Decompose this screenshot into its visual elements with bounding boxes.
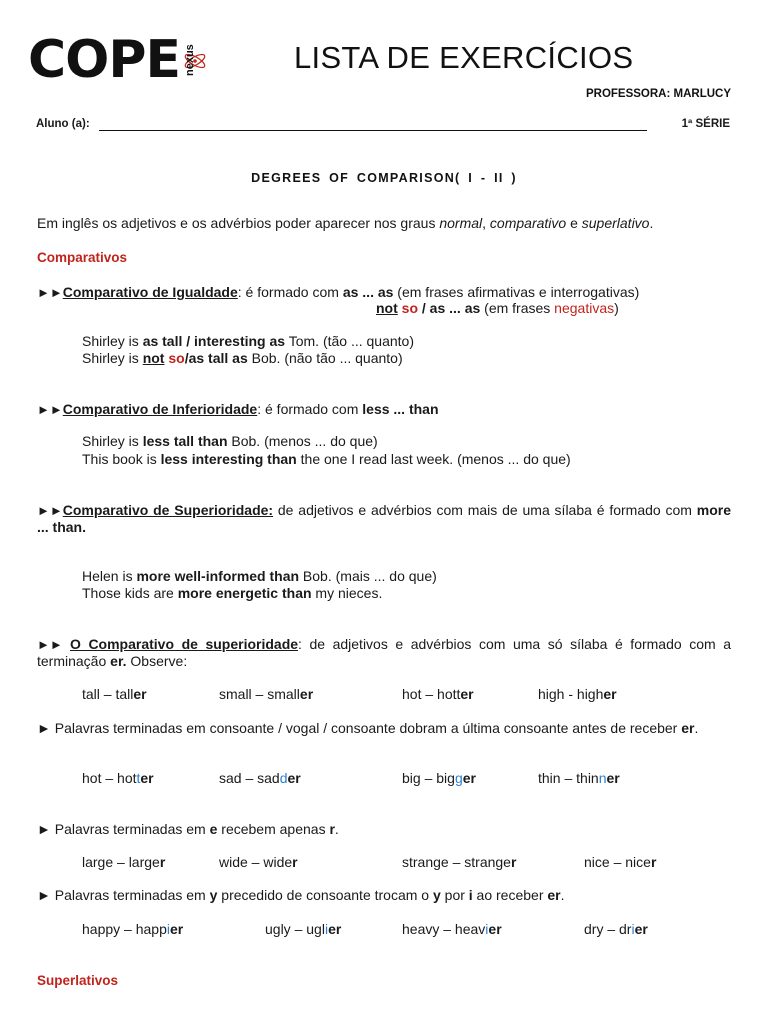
superioridade-example-2 (82, 585, 382, 602)
e-pair-4 (584, 854, 656, 871)
pair-base: small – small (219, 686, 300, 702)
dbl-pair-2 (219, 770, 301, 787)
pair-suffix: er (460, 686, 474, 702)
rule-e-end: . (334, 821, 339, 837)
pair-i: i (324, 921, 329, 937)
pair-base: heavy – heav (402, 921, 486, 937)
intro-comparativo: comparativo (489, 215, 567, 231)
superioridade-er-obs: Observe: (126, 653, 188, 669)
pair-double: t (136, 770, 141, 786)
example-post: Bob. (menos ... do que) (227, 433, 378, 449)
arrow-icon: ►► (37, 637, 71, 652)
rule-consonant-paragraph (37, 720, 731, 737)
igualdade-so: so (401, 300, 418, 316)
example-pre: Helen is (82, 568, 137, 584)
pair-i: i (166, 921, 170, 937)
er-pair-1 (82, 686, 147, 703)
dbl-pair-1 (82, 770, 154, 787)
pair-suffix: er (299, 686, 314, 702)
heading-superlativos: Superlativos (37, 973, 119, 988)
rule-y-mid: precedido de consoante trocam o (217, 887, 433, 903)
rule-e-r: r (329, 821, 335, 837)
pair-suffix: er (488, 921, 502, 937)
rule-y-paragraph (37, 887, 565, 904)
arrow-icon: ► (37, 720, 55, 736)
pair-base: hot – hott (402, 686, 461, 702)
igualdade-label: Comparativo de Igualdade (62, 284, 238, 300)
superioridade-more: more ... than. (37, 502, 731, 535)
y-pair-3 (402, 921, 502, 938)
section-title: DEGREES OF COMPARISON( I - II ) (251, 171, 517, 185)
pair-suffix: r (650, 854, 657, 870)
example-pre: Shirley is (82, 333, 143, 349)
rule-y-mid2: ao receber (472, 887, 548, 903)
example-bold: less tall than (142, 433, 228, 449)
igualdade-slash-as: / as ... as (418, 300, 481, 316)
arrow-icon: ►► (37, 402, 63, 417)
e-pair-3 (402, 854, 516, 871)
arrow-icon: ►► (37, 503, 63, 518)
dbl-pair-3 (402, 770, 476, 787)
pair-base: dry – dr (584, 921, 632, 937)
y-pair-1 (82, 921, 183, 938)
inferioridade-example-1 (82, 433, 378, 450)
rule-y-er: er (547, 887, 561, 903)
rule-y-por: por (440, 887, 469, 903)
intro-paragraph (37, 215, 653, 232)
example-post: Tom. (tão ... quanto) (285, 333, 414, 349)
example-post: Bob. (mais ... do que) (299, 568, 437, 584)
pair-double: d (279, 770, 288, 786)
superioridade-paragraph (37, 502, 731, 536)
pair-suffix: r (292, 854, 298, 870)
dbl-pair-4 (538, 770, 620, 787)
igualdade-negativas: negativas (554, 300, 615, 316)
logo-subtext: nexus (184, 44, 196, 76)
superioridade-er-suffix: er. (110, 653, 127, 669)
rule-y-end: . (560, 887, 565, 903)
rule-consonant-end: . (694, 720, 699, 736)
rule-e-mid: recebem apenas (217, 821, 330, 837)
pair-suffix: er (140, 770, 154, 786)
student-label: Aluno (a): (36, 118, 90, 130)
example-pre: Those kids are (82, 585, 178, 601)
example-bold: less interesting than (160, 451, 297, 467)
grade-label: 1ª SÉRIE (681, 118, 730, 130)
rule-e-paragraph (37, 821, 339, 838)
pair-suffix: er (634, 921, 648, 937)
er-pair-3 (402, 686, 474, 703)
example-so: so (168, 350, 185, 366)
rule-e-letter: e (209, 821, 218, 837)
pair-i: i (485, 921, 489, 937)
pair-suffix: er (328, 921, 342, 937)
y-pair-2 (265, 921, 341, 938)
cope-nexus-logo (28, 32, 212, 88)
pair-base: sad – sad (219, 770, 280, 786)
igualdade-desc: : é formado com (237, 284, 343, 300)
superioridade-er-label: O Comparativo de superioridade (70, 636, 299, 652)
pair-suffix: r (510, 854, 517, 870)
inferioridade-less: less ... than (362, 401, 439, 417)
pair-base: happy – happ (82, 921, 167, 937)
superioridade-er-desc: : de adjetivos e advérbios com uma só sílaba é formado com a terminação (37, 636, 731, 669)
pair-base: hot – hot (82, 770, 137, 786)
igualdade-line1 (37, 284, 639, 301)
pair-base: tall – tall (82, 686, 134, 702)
pair-suffix: er (603, 686, 617, 702)
example-pre: Shirley is (82, 433, 143, 449)
rule-y-letter2: y (432, 887, 441, 903)
rule-consonant-text: Palavras terminadas em consoante / vogal / consoante dobram a última consoante antes de receber (54, 720, 682, 736)
e-pair-2 (219, 854, 298, 871)
pair-base: thin – thin (538, 770, 599, 786)
arrow-icon: ► (37, 821, 55, 837)
pair-base: high - high (538, 686, 604, 702)
igualdade-line2 (376, 300, 619, 317)
er-pair-2 (219, 686, 313, 703)
example-pre: This book is (82, 451, 161, 467)
igualdade-desc3: (em frases (480, 300, 555, 316)
pair-suffix: er (606, 770, 620, 786)
pair-base: wide – wide (219, 854, 293, 870)
pair-base: strange – strange (402, 854, 511, 870)
pair-double: n (598, 770, 607, 786)
superioridade-example-1 (82, 568, 437, 585)
example-bold: more well-informed than (136, 568, 300, 584)
example-post: the one I read last week. (menos ... do que) (296, 451, 571, 467)
er-pair-4 (538, 686, 617, 703)
igualdade-close: ) (614, 300, 619, 316)
superioridade-er-paragraph (37, 636, 731, 670)
example-post: Bob. (não tão ... quanto) (247, 350, 403, 366)
pair-suffix: er (169, 921, 184, 937)
rule-y-text: Palavras terminadas em (54, 887, 210, 903)
pair-base: large – large (82, 854, 160, 870)
igualdade-example-2 (82, 350, 403, 367)
pair-double: g (454, 770, 463, 786)
example-bold: more energetic than (177, 585, 312, 601)
intro-comma: , (482, 215, 490, 231)
e-pair-1 (82, 854, 165, 871)
example-not: not (142, 350, 165, 366)
igualdade-example-1 (82, 333, 414, 350)
pair-i: i (631, 921, 635, 937)
intro-normal: normal (439, 215, 483, 231)
student-name-line[interactable] (99, 130, 647, 131)
logo-mark (182, 34, 212, 86)
arrow-icon: ►► (37, 285, 63, 300)
inferioridade-desc: : é formado com (257, 401, 363, 417)
example-post: my nieces. (311, 585, 383, 601)
intro-text: Em inglês os adjetivos e os advérbios poder aparecer nos graus (37, 215, 440, 231)
inferioridade-line (37, 401, 439, 418)
pair-base: big – big (402, 770, 455, 786)
rule-y-letter: y (209, 887, 218, 903)
pair-base: ugly – ugl (265, 921, 325, 937)
rule-y-i: i (468, 887, 473, 903)
arrow-icon: ► (37, 887, 55, 903)
heading-comparativos: Comparativos (37, 250, 128, 265)
pair-base: nice – nice (584, 854, 651, 870)
superioridade-label: Comparativo de Superioridade: (62, 502, 274, 518)
pair-suffix: r (159, 854, 166, 870)
rule-e-text: Palavras terminadas em (54, 821, 210, 837)
igualdade-desc2: (em frases afirmativas e interrogativas) (393, 284, 640, 300)
example-bold: /as tall as (184, 350, 248, 366)
document-title: LISTA DE EXERCÍCIOS (294, 40, 634, 75)
rule-consonant-er: er (681, 720, 695, 736)
superioridade-desc: de adjetivos e advérbios com mais de uma sílaba é formado com (273, 502, 697, 518)
y-pair-4 (584, 921, 648, 938)
example-pre: Shirley is (82, 350, 143, 366)
logo-text: COPE (28, 30, 180, 90)
teacher-name: PROFESSORA: MARLUCY (585, 88, 731, 100)
igualdade-as-as: as ... as (342, 284, 394, 300)
intro-e: e (566, 215, 582, 231)
intro-superlativo: superlativo (581, 215, 650, 231)
pair-suffix: er (287, 770, 301, 786)
igualdade-not: not (376, 300, 398, 316)
inferioridade-example-2 (82, 451, 571, 468)
pair-suffix: er (133, 686, 147, 702)
intro-end: . (649, 215, 654, 231)
pair-suffix: er (462, 770, 476, 786)
example-bold: as tall / interesting as (142, 333, 286, 349)
inferioridade-label: Comparativo de Inferioridade (62, 401, 258, 417)
